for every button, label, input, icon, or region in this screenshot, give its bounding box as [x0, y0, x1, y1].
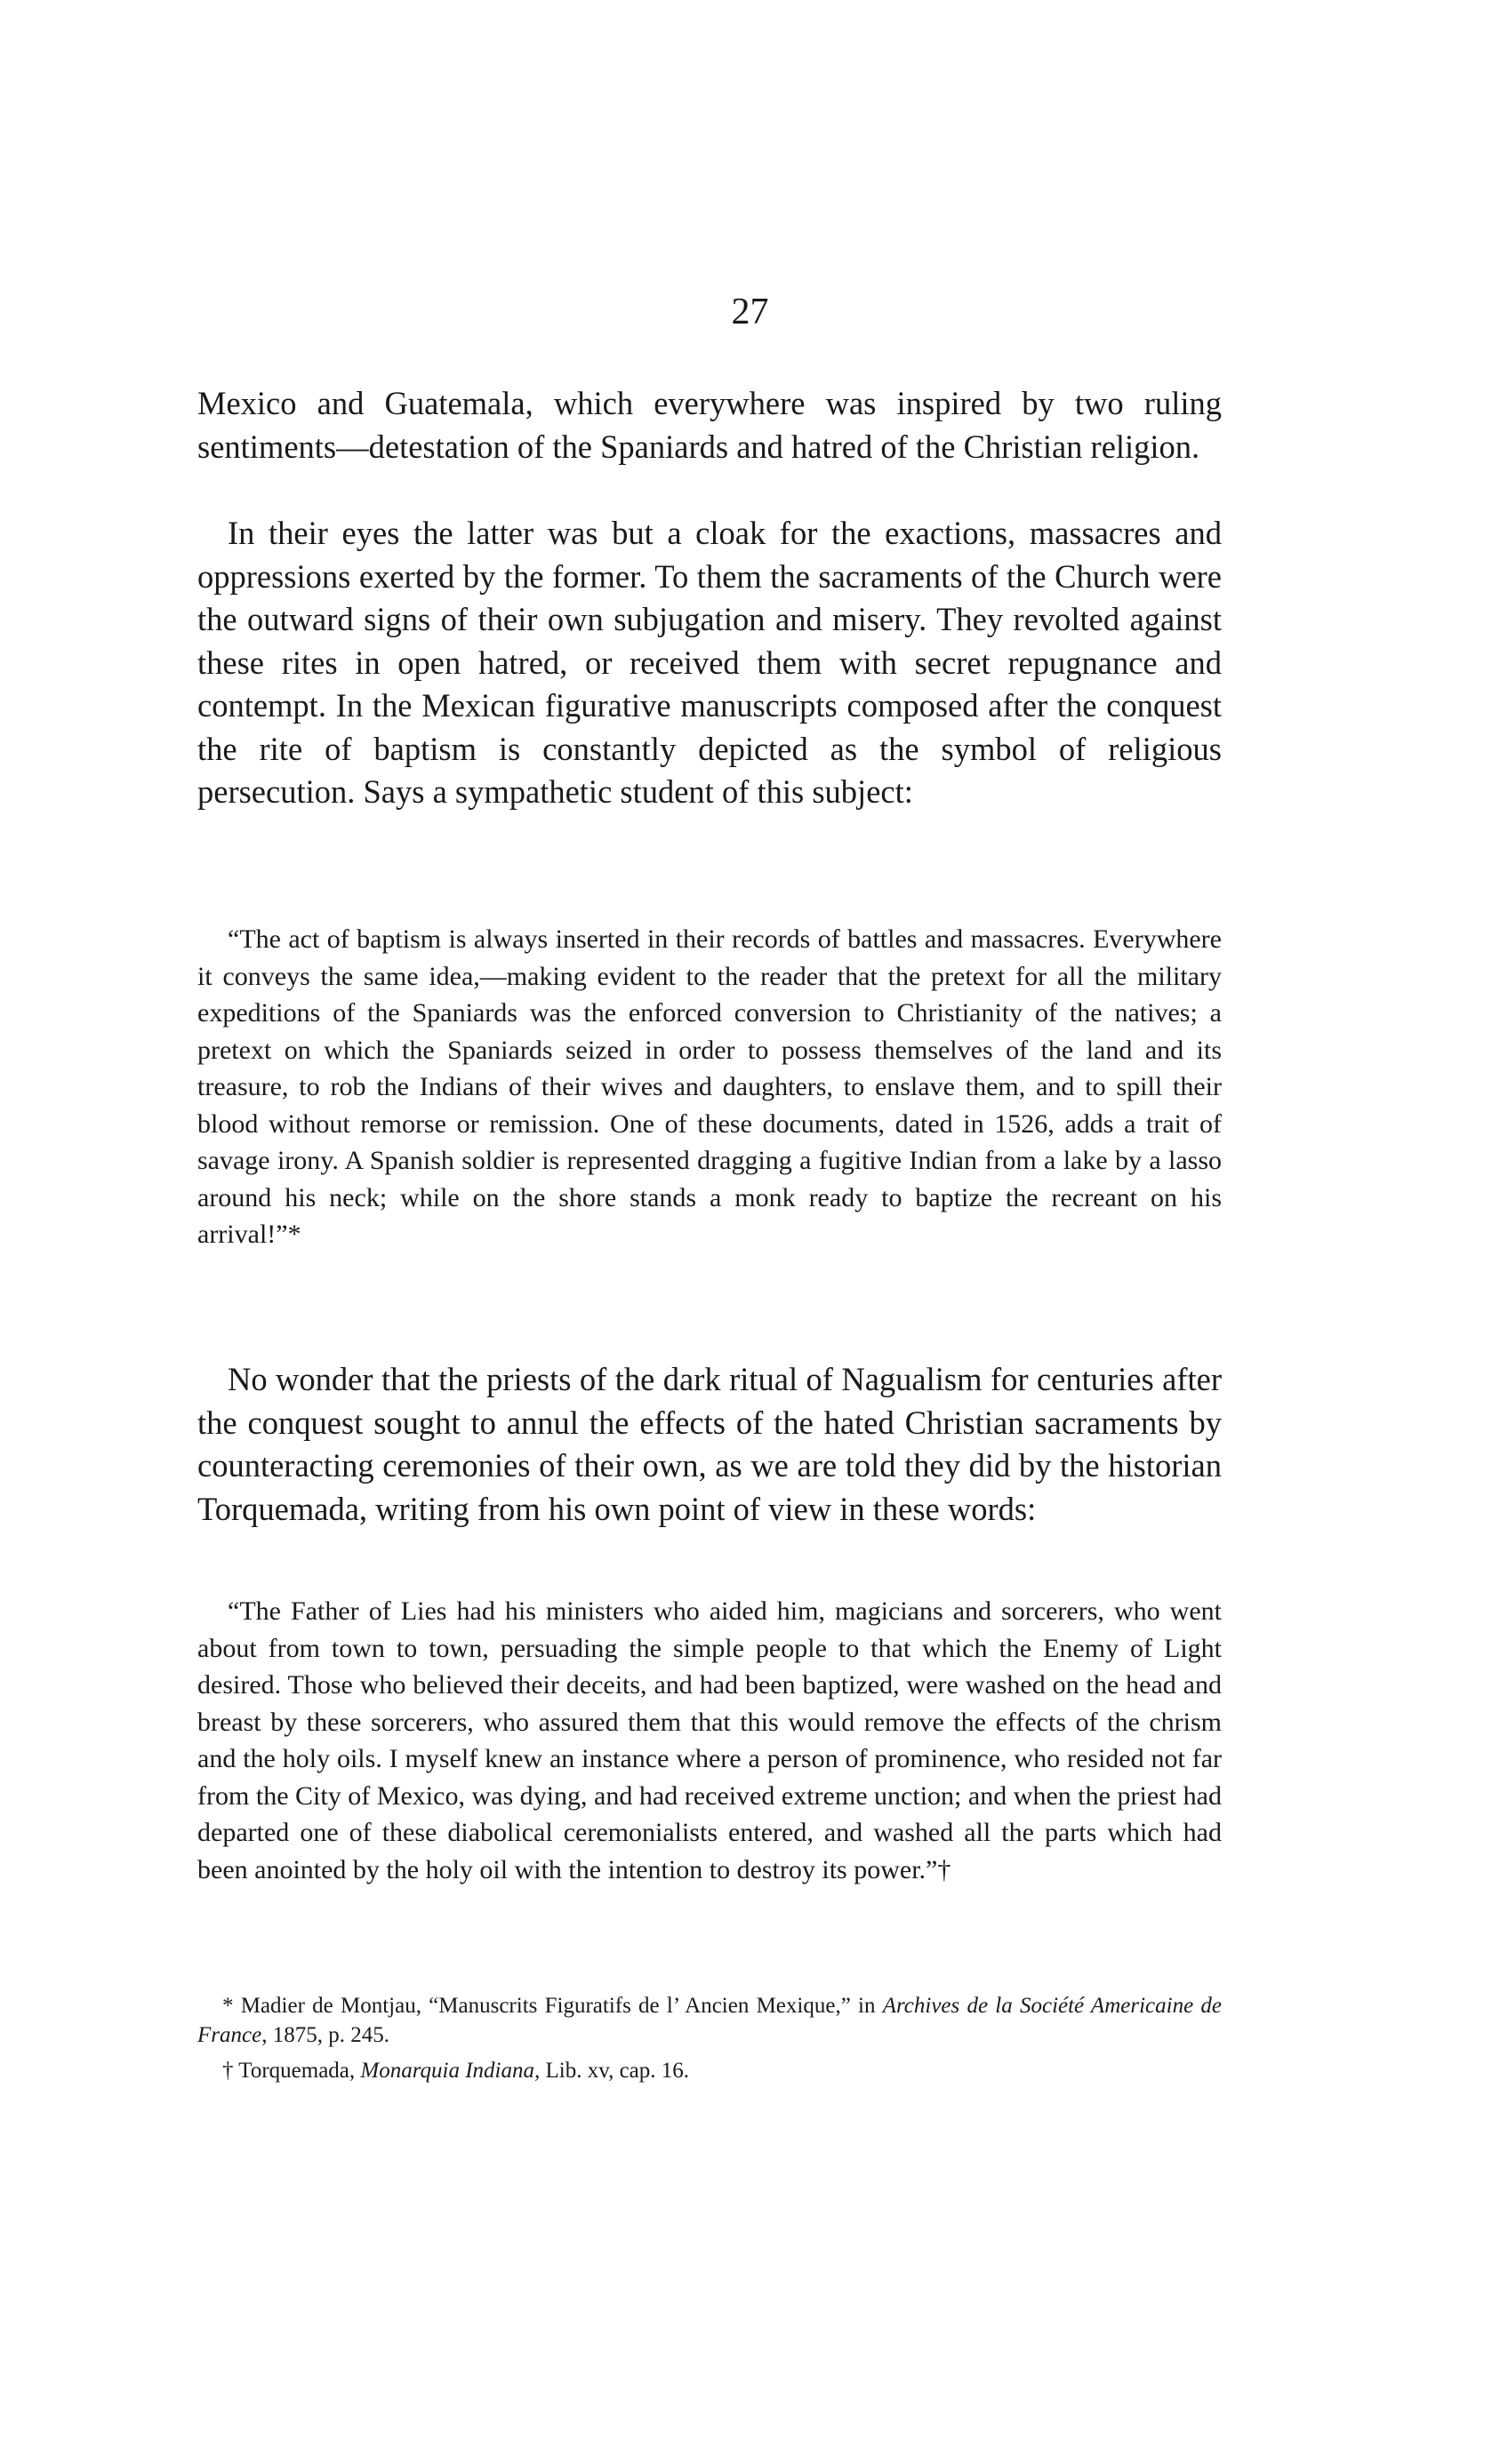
footnote-2 [197, 2056, 1222, 2085]
block-quote-1-text: “The act of baptism is always inserted in their records of battles and massacres. Everywhere it conveys the same idea,—making evident to the reader that the pretext for all the military expeditions of the Spaniards was the enforced conversion to Christianity of the natives; a pretext on which the Spaniards seized in order to possess themselves of the land and its treasure, to rob the Indians of their wives and daughters, to enslave them, and to spill their blood without remorse or remission. One of these documents, dated in 1526, adds a trait of savage irony. A Spanish soldier is represented dragging a fugitive Indian from a lake by a lasso around his neck; while on the shore stands a monk ready to baptize the recreant on his arrival!”* [197, 924, 1222, 1249]
block-quote-2 [197, 1593, 1222, 1888]
page-number: 27 [731, 292, 769, 332]
footnote-1 [197, 1991, 1222, 2050]
paragraph-3-text: No wonder that the priests of the dark ritual of Nagualism for centuries after the conquest sought to annul the effects of the hated Christian sacraments by counteracting ceremonies of their own, as we are told they did by the historian Torquemada, writing from his own point of view in these words: [197, 1361, 1222, 1527]
paragraph-1 [197, 382, 1222, 468]
footnote-2-suffix: Lib. xv, cap. 16. [540, 2059, 690, 2083]
paragraph-1-text: Mexico and Guatemala, which everywhere was inspired by two ruling sentiments—detestation of the Spaniards and hatred of the Christian religion. [197, 385, 1222, 465]
footnotes [197, 1991, 1222, 2085]
paragraph-2-text: In their eyes the latter was but a cloak for the exactions, massacres and oppressions exerted by the former. To them the sacraments of the Church were the outward signs of their own subjugation and misery. They revolted against these rites in open hatred, or received them with secret repugnance and contempt. In the Mexican figurative manuscripts composed after the conquest the rite of baptism is constantly depicted as the symbol of religious persecution. Says a sympathetic student of this subject: [197, 515, 1222, 810]
block-quote-1 [197, 921, 1222, 1253]
paragraph-3 [197, 1358, 1222, 1531]
footnote-1-title: Archives de la Société Americaine de France [197, 1994, 1222, 2047]
footnote-1-suffix: , 1875, p. 245. [261, 2023, 389, 2047]
footnote-2-prefix: † Torquemada, [222, 2059, 361, 2083]
footnote-2-title: Monarquia Indiana, [360, 2059, 541, 2083]
paragraph-2 [197, 512, 1222, 814]
footnote-1-prefix: * Madier de Montjau, “Manuscrits Figuratifs de l’ Ancien Mexique,” in [222, 1994, 883, 2018]
block-quote-2-text: “The Father of Lies had his ministers who aided him, magicians and sorcerers, who went about from town to town, persuading the simple people to that which the Enemy of Light desired. Those who believed their deceits, and had been baptized, were washed on the head and breast by these sorcerers, who assured them that this would remove the effects of the chrism and the holy oils. I myself knew an instance where a person of prominence, who resided not far from the City of Mexico, was dying, and had received extreme unction; and when the priest had departed one of these diabolical ceremonialists entered, and washed all the parts which had been anointed by the holy oil with the intention to destroy its power.”† [197, 1596, 1222, 1884]
